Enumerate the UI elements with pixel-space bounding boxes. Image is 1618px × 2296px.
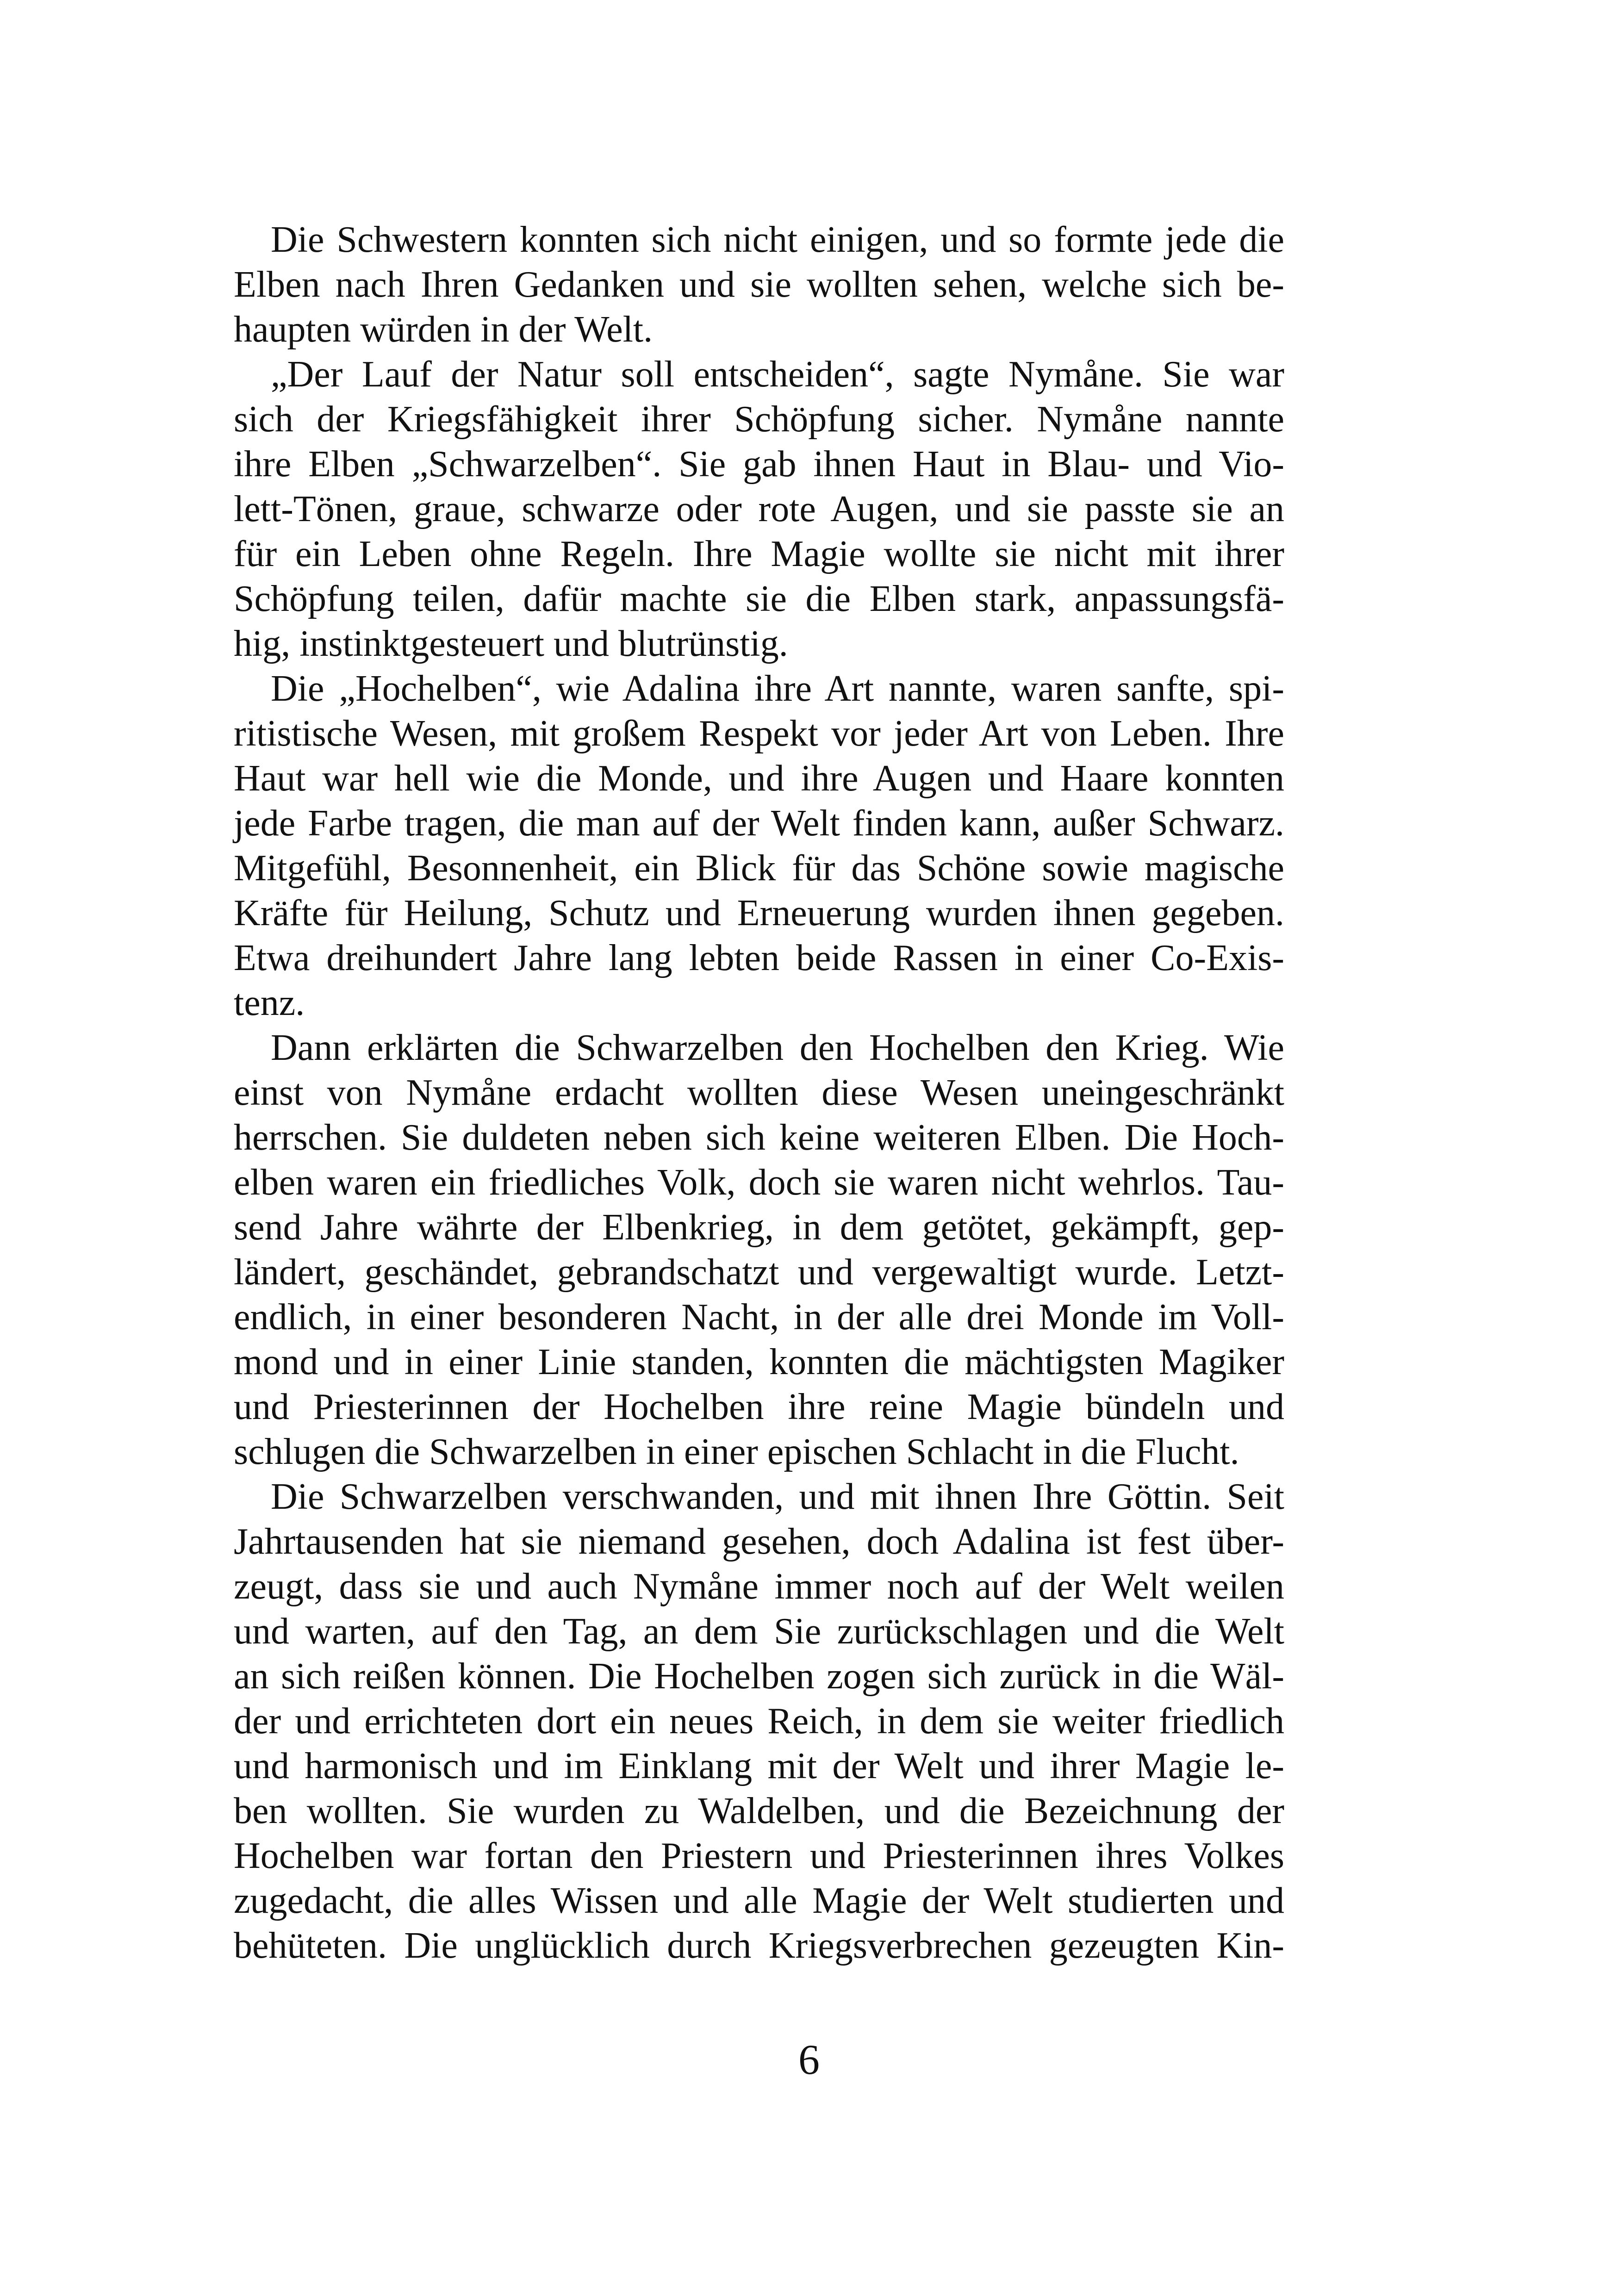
text-line: behüteten. Die unglücklich durch Kriegsverbrechen gezeugten Kin- [234,1925,1284,1966]
text-line: sich der Kriegsfähigkeit ihrer Schöpfung sicher. Nymåne nannte [234,399,1284,440]
paragraph [234,1475,1284,1968]
text-line: ben wollten. Sie wurden zu Waldelben, und die Bezeichnung der [234,1791,1284,1831]
text-line: an sich reißen können. Die Hochelben zogen sich zurück in die Wäl- [234,1656,1284,1697]
text-line: „Der Lauf der Natur soll entscheiden“, sagte Nymåne. Sie war [271,354,1284,395]
text-line: ritistische Wesen, mit großem Respekt vor jeder Art von Leben. Ihre [234,713,1284,754]
text-line: und harmonisch und im Einklang mit der Welt und ihrer Magie le- [234,1746,1284,1786]
text-line: Dann erklärten die Schwarzelben den Hochelben den Krieg. Wie [271,1027,1284,1068]
text-line: elben waren ein friedliches Volk, doch sie waren nicht wehrlos. Tau- [234,1162,1284,1203]
text-line: und warten, auf den Tag, an dem Sie zurückschlagen und die Welt [234,1611,1284,1652]
text-line: schlugen die Schwarzelben in einer epischen Schlacht in die Flucht. [234,1431,1239,1472]
text-line: endlich, in einer besonderen Nacht, in der alle drei Monde im Voll- [234,1297,1284,1338]
body-text [234,218,1284,1968]
text-line: Die Schwarzelben verschwanden, und mit ihnen Ihre Göttin. Seit [271,1476,1284,1517]
text-line: mond und in einer Linie standen, konnten die mächtigsten Magiker [234,1342,1284,1382]
text-line: für ein Leben ohne Regeln. Ihre Magie wollte sie nicht mit ihrer [234,534,1284,574]
text-line: Die Schwestern konnten sich nicht einigen, und so formte jede die [271,219,1284,260]
paragraph [234,1026,1284,1475]
page-number: 6 [798,2036,820,2083]
text-line: ihre Elben „Schwarzelben“. Sie gab ihnen Haut in Blau- und Vio- [234,444,1284,485]
text-line: zugedacht, die alles Wissen und alle Magie der Welt studierten und [234,1880,1284,1921]
text-line: Mitgefühl, Besonnenheit, ein Blick für das Schöne sowie magische [234,848,1284,889]
text-line: Schöpfung teilen, dafür machte sie die Elben stark, anpassungsfä- [234,579,1284,619]
text-line: Die „Hochelben“, wie Adalina ihre Art nannte, waren sanfte, spi- [271,668,1284,709]
text-line: tenz. [234,983,305,1023]
text-line: lett-Tönen, graue, schwarze oder rote Augen, und sie passte sie an [234,489,1284,529]
paragraph [234,666,1284,1026]
text-line: Hochelben war fortan den Priestern und Priesterinnen ihres Volkes [234,1836,1284,1876]
text-line: hig, instinktgesteuert und blutrünstig. [234,623,788,664]
text-line: ländert, geschändet, gebrandschatzt und vergewaltigt wurde. Letzt- [234,1252,1284,1293]
text-line: Jahrtausenden hat sie niemand gesehen, doch Adalina ist fest über- [234,1521,1284,1562]
text-line: jede Farbe tragen, die man auf der Welt finden kann, außer Schwarz. [234,803,1284,844]
text-line: zeugt, dass sie und auch Nymåne immer noch auf der Welt weilen [234,1566,1284,1607]
paragraph [234,218,1284,352]
paragraph [234,352,1284,666]
text-line: und Priesterinnen der Hochelben ihre reine Magie bündeln und [234,1387,1284,1427]
text-line: Haut war hell wie die Monde, und ihre Augen und Haare konnten [234,758,1284,799]
text-line: Kräfte für Heilung, Schutz und Erneuerung wurden ihnen gegeben. [234,893,1284,933]
text-line: Etwa dreihundert Jahre lang lebten beide Rassen in einer Co-Exis- [234,938,1284,978]
text-line: der und errichteten dort ein neues Reich, in dem sie weiter friedlich [234,1701,1284,1742]
text-line: Elben nach Ihren Gedanken und sie wollten sehen, welche sich be- [234,264,1284,305]
text-line: send Jahre währte der Elbenkrieg, in dem getötet, gekämpft, gep- [234,1207,1284,1248]
text-line: einst von Nymåne erdacht wollten diese Wesen uneingeschränkt [234,1072,1284,1113]
text-line: herrschen. Sie duldeten neben sich keine weiteren Elben. Die Hoch- [234,1117,1284,1158]
text-line: haupten würden in der Welt. [234,309,653,350]
